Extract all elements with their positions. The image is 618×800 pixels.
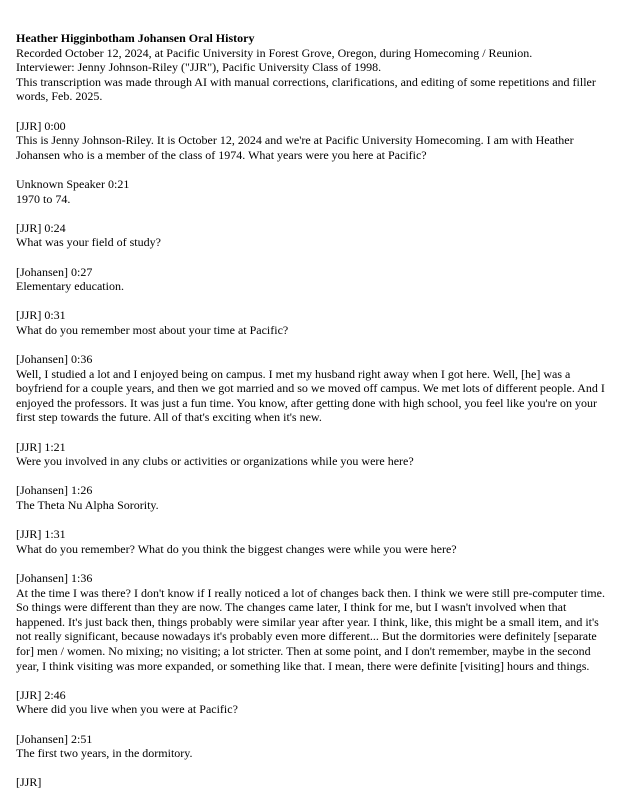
entry-text: Were you involved in any clubs or activities or organizations while you were here? — [16, 454, 414, 469]
speaker-timestamp: [JJR] — [16, 775, 42, 790]
interviewer-info: Interviewer: Jenny Johnson-Riley ("JJR"), Pacific University Class of 1998. — [16, 60, 382, 75]
entry-text: What do you remember? What do you think the biggest changes were while you were here? — [16, 541, 457, 556]
document-title: Heather Higginbotham Johansen Oral History — [16, 31, 255, 45]
speaker-timestamp: [Johansen] 0:36 — [16, 352, 93, 367]
transcript-entry — [16, 308, 606, 337]
recording-info: Recorded October 12, 2024, at Pacific University in Forest Grove, Oregon, during Homecoming / Reunion. — [16, 45, 533, 60]
transcript-page — [16, 31, 606, 790]
transcript-entry — [16, 688, 606, 717]
speaker-timestamp: [JJR] 1:21 — [16, 439, 66, 454]
speaker-timestamp: [JJR] 1:31 — [16, 527, 66, 542]
transcript-entry — [16, 440, 606, 469]
transcript-entry — [16, 265, 606, 294]
transcript-entry — [16, 775, 606, 790]
speaker-timestamp: [Johansen] 1:26 — [16, 483, 93, 498]
transcript-entry — [16, 732, 606, 761]
entry-text: This is Jenny Johnson-Riley. It is October 12, 2024 and we're at Pacific University Homecoming. I am with Heather Johansen who is a member of the class of 1974. What years were you here at Pacific? — [16, 133, 574, 162]
entry-text: Elementary education. — [16, 279, 124, 294]
speaker-timestamp: [JJR] 0:31 — [16, 308, 66, 323]
speaker-timestamp: [Johansen] 0:27 — [16, 264, 93, 279]
entry-text: The Theta Nu Alpha Sorority. — [16, 498, 159, 512]
speaker-timestamp: [JJR] 2:46 — [16, 687, 66, 702]
transcript-entry — [16, 177, 606, 206]
speaker-timestamp: [Johansen] 2:51 — [16, 731, 93, 746]
speaker-timestamp: [JJR] 0:24 — [16, 220, 66, 235]
speaker-timestamp: [JJR] 0:00 — [16, 118, 66, 133]
entry-text: Where did you live when you were at Pacific? — [16, 702, 238, 717]
entry-text: What was your field of study? — [16, 235, 161, 250]
transcript-entry — [16, 352, 606, 425]
speaker-timestamp: [Johansen] 1:36 — [16, 570, 93, 585]
entry-text: 1970 to 74. — [16, 191, 71, 206]
transcript-entry — [16, 527, 606, 556]
speaker-timestamp: Unknown Speaker 0:21 — [16, 176, 130, 191]
entry-text: What do you remember most about your time at Pacific? — [16, 322, 289, 337]
transcript-entry — [16, 119, 606, 163]
transcript-entry — [16, 221, 606, 250]
transcription-note: This transcription was made through AI with manual corrections, clarifications, and editing of some repetitions and filler words, Feb. 2025. — [16, 74, 596, 104]
transcript-entry — [16, 483, 606, 512]
entry-text: The first two years, in the dormitory. — [16, 746, 193, 761]
entry-text: At the time I was there? I don't know if I really noticed a lot of changes back then. I think we were still pre-computer time. So things were different than they are now. The changes came later, I think for me, but I wasn't involved when that happened. It's just back then, things probably were similar year after year. I think, like, this might be a small item, and it's not really significant, because nowadays it's probably even more different... But the dormitories were definitely [separate for] men / women. No mixing; no visiting; a lot stricter. Then at some point, and I don't remember, maybe in the second year, I think visiting was more expanded, or something like that. I mean, there were definite [visiting] hours and things. — [16, 585, 605, 673]
transcript-entry — [16, 571, 606, 673]
entry-text: Well, I studied a lot and I enjoyed being on campus. I met my husband right away when I got here. Well, [he] was a boyfriend for a couple years, and then we got married and so we moved off campus. We met lots of different people. And I enjoyed the professors. It was just a fun time. You know, after getting done with high school, you feel like you're on your first step towards the future. All of that's exciting when it's new. — [16, 366, 605, 425]
